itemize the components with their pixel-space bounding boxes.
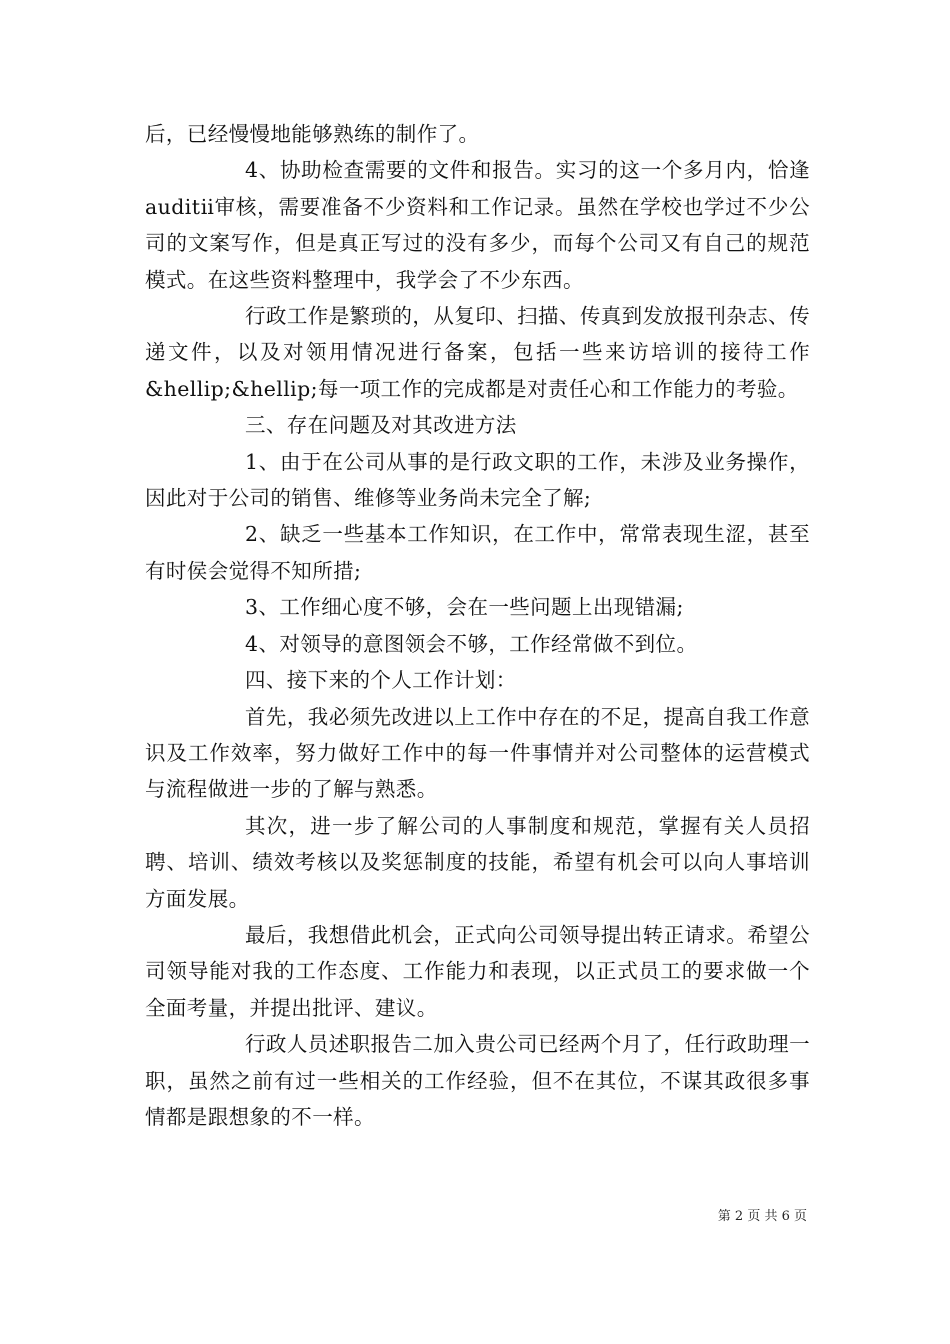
paragraph: 首先，我必须先改进以上工作中存在的不足，提高自我工作意识及工作效率，努力做好工作中的每一件事情并对公司整体的运营模式与流程做进一步的了解与熟悉。 [145,704,810,802]
document-body [145,116,810,1135]
list-item: 3、工作细心度不够，会在一些问题上出现错漏; [245,595,684,620]
paragraph: 后，已经慢慢地能够熟练的制作了。 [145,122,480,146]
paragraph: 行政工作是繁琐的，从复印、扫描、传真到发放报刊杂志、传递文件，以及对领用情况进行备案，包括一些来访培训的接待工作&hellip;&hellip;每一项工作的完成都是对责任心和工作能力的考验。 [145,304,810,401]
paragraph: 最后，我想借此机会，正式向公司领导提出转正请求。希望公司领导能对我的工作态度、工作能力和表现，以正式员工的要求做一个全面考量，并提出批评、建议。 [145,922,810,1020]
section-heading: 四、接下来的个人工作计划： [245,668,517,693]
paragraph: 其次，进一步了解公司的人事制度和规范，掌握有关人员招聘、培训、绩效考核以及奖惩制度的技能，希望有机会可以向人事培训方面发展。 [145,813,810,911]
list-item: 4、对领导的意图领会不够，工作经常做不到位。 [245,631,698,656]
section-heading: 三、存在问题及对其改进方法 [245,413,517,438]
list-item: 1、由于在公司从事的是行政文职的工作，未涉及业务操作，因此对于公司的销售、维修等业务尚未完全了解; [145,449,810,511]
page-number-footer: 第 2 页 共 6 页 [717,1209,807,1224]
list-item: 2、缺乏一些基本工作知识，在工作中，常常表现生涩，甚至有时侯会觉得不知所措; [145,522,810,583]
paragraph: 4、协助检查需要的文件和报告。实习的这一个多月内，恰逢auditⅱ审核，需要准备不少资料和工作记录。虽然在学校也学过不少公司的文案写作，但是真正写过的没有多少，而每个公司又有自己的规范模式。在这些资料整理中，我学会了不少东西。 [145,158,810,292]
paragraph: 行政人员述职报告二加入贵公司已经两个月了，任行政助理一职，虽然之前有过一些相关的工作经验，但不在其位，不谋其政很多事情都是跟想象的不一样。 [145,1032,810,1129]
